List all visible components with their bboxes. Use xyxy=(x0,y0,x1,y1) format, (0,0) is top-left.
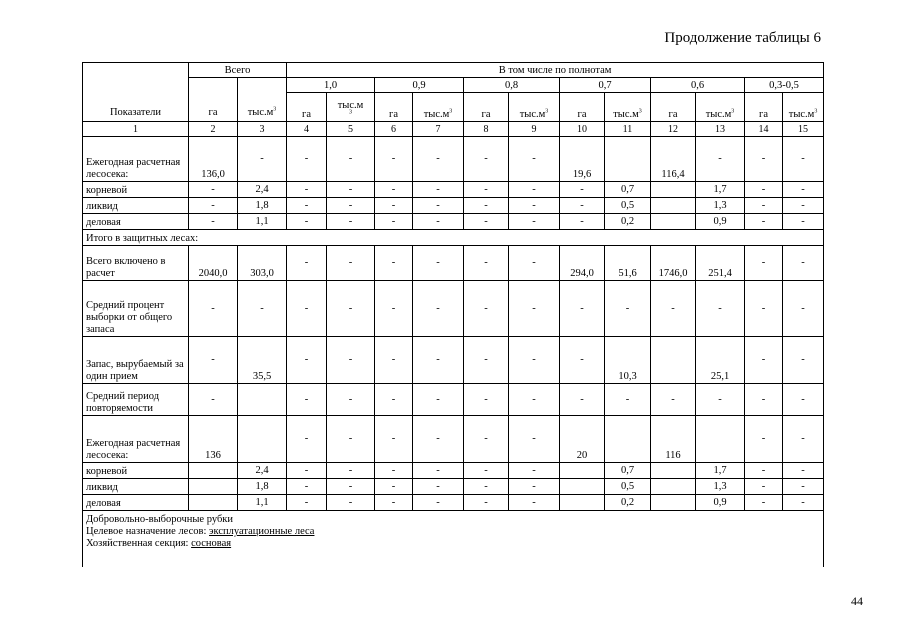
table-cell: - xyxy=(783,198,824,214)
table-cell: - xyxy=(696,384,745,416)
table-cell: - xyxy=(413,479,464,495)
table-cell: 1,3 xyxy=(696,198,745,214)
table-cell: - xyxy=(287,416,327,463)
table-cell: - xyxy=(327,337,375,384)
table-cell: - xyxy=(509,416,560,463)
table-cell: - xyxy=(375,463,413,479)
table-cell: - xyxy=(375,214,413,230)
table-cell: - xyxy=(287,463,327,479)
table-cell: 116,4 xyxy=(651,137,696,182)
table-cell: 1,7 xyxy=(696,463,745,479)
table-cell: - xyxy=(651,281,696,337)
table-cell: - xyxy=(783,495,824,511)
table-cell: 2,4 xyxy=(238,182,287,198)
table-cell: - xyxy=(189,337,238,384)
table-cell: - xyxy=(464,214,509,230)
table-cell: - xyxy=(327,182,375,198)
table-cell: - xyxy=(464,337,509,384)
table-cell: - xyxy=(287,495,327,511)
table-row xyxy=(83,479,824,495)
table-cell: 2,4 xyxy=(238,463,287,479)
col-index: 6 xyxy=(375,122,413,137)
row-label: корневой xyxy=(83,463,189,479)
table-cell: - xyxy=(189,198,238,214)
table-cell: - xyxy=(189,384,238,416)
table-body-group-2 xyxy=(83,246,824,511)
table-cell: - xyxy=(783,416,824,463)
table-cell: - xyxy=(413,384,464,416)
section-value: сосновая xyxy=(191,538,232,549)
table-cell: 136,0 xyxy=(189,137,238,182)
table-cell xyxy=(238,384,287,416)
table-cell: - xyxy=(560,214,605,230)
table-cell: - xyxy=(464,246,509,281)
table-cell: - xyxy=(560,337,605,384)
footer-line-1: Добровольно-выборочные рубки xyxy=(86,514,234,525)
table-cell: - xyxy=(413,495,464,511)
col-index: 13 xyxy=(696,122,745,137)
table-cell: - xyxy=(509,384,560,416)
table-cell: - xyxy=(189,214,238,230)
table-cell: - xyxy=(287,182,327,198)
table-cell: - xyxy=(509,463,560,479)
table-row xyxy=(83,463,824,479)
row-label: корневой xyxy=(83,182,189,198)
table-cell: - xyxy=(464,281,509,337)
row-label: Средний период повторяемости xyxy=(83,384,189,416)
table-body-group-1 xyxy=(83,137,824,230)
header-m3: $тыс.м^3$ xyxy=(783,93,824,122)
table-cell: - xyxy=(287,198,327,214)
table-cell: - xyxy=(375,137,413,182)
table-cell: 136 xyxy=(189,416,238,463)
table-cell: 303,0 xyxy=(238,246,287,281)
density-0-9: 0,9 xyxy=(375,78,464,93)
footer-line-3: Хозяйственная секция: сосновая xyxy=(86,538,232,549)
table-cell: - xyxy=(509,479,560,495)
page-title: Продолжение таблицы 6 xyxy=(664,30,821,46)
table-cell: - xyxy=(287,479,327,495)
table-cell: - xyxy=(745,384,783,416)
density-0-8: 0,8 xyxy=(464,78,560,93)
header-row-1 xyxy=(83,63,824,78)
table-cell: - xyxy=(745,214,783,230)
header-ha: га xyxy=(287,93,327,122)
table-cell: - xyxy=(413,463,464,479)
table-cell: 116 xyxy=(651,416,696,463)
table-cell: - xyxy=(238,281,287,337)
table-cell: - xyxy=(464,479,509,495)
table-cell xyxy=(238,416,287,463)
table-cell: - xyxy=(745,182,783,198)
table-cell: - xyxy=(327,416,375,463)
col-index: 8 xyxy=(464,122,509,137)
header-m3: $тыс.м^3$ xyxy=(696,93,745,122)
table-cell xyxy=(651,198,696,214)
table-cell: 294,0 xyxy=(560,246,605,281)
table-cell: - xyxy=(413,337,464,384)
table-cell: 35,5 xyxy=(238,337,287,384)
table-cell xyxy=(651,182,696,198)
table-cell xyxy=(560,463,605,479)
table-cell: - xyxy=(509,337,560,384)
table-cell: - xyxy=(287,246,327,281)
table-cell: - xyxy=(783,281,824,337)
table-cell: - xyxy=(605,384,651,416)
table-cell: - xyxy=(509,246,560,281)
table-cell: - xyxy=(745,463,783,479)
table-cell: - xyxy=(783,337,824,384)
table-cell: 51,6 xyxy=(605,246,651,281)
table-cell: - xyxy=(745,337,783,384)
table-cell: 20 xyxy=(560,416,605,463)
table-cell xyxy=(605,416,651,463)
table-cell: 1,3 xyxy=(696,479,745,495)
col-index: 11 xyxy=(605,122,651,137)
table-cell: - xyxy=(696,281,745,337)
col-index: 12 xyxy=(651,122,696,137)
table-cell: - xyxy=(413,281,464,337)
col-index: 15 xyxy=(783,122,824,137)
table-cell: - xyxy=(464,182,509,198)
col-index: 2 xyxy=(189,122,238,137)
table-cell xyxy=(651,479,696,495)
table-cell: - xyxy=(464,384,509,416)
table-cell: - xyxy=(327,137,375,182)
table-cell: - xyxy=(238,137,287,182)
table-cell: - xyxy=(509,214,560,230)
table-cell: - xyxy=(413,198,464,214)
table-cell: 0,2 xyxy=(605,495,651,511)
table-cell: - xyxy=(413,137,464,182)
table-cell: 0,7 xyxy=(605,182,651,198)
table-cell: - xyxy=(783,246,824,281)
table-cell: - xyxy=(464,463,509,479)
density-0-3-0-5: 0,3-0,5 xyxy=(745,78,824,93)
table-row xyxy=(83,337,824,384)
table-cell: - xyxy=(287,281,327,337)
table-cell: - xyxy=(745,479,783,495)
table-cell: - xyxy=(605,281,651,337)
table-cell xyxy=(605,137,651,182)
table-cell: - xyxy=(413,182,464,198)
column-index-row xyxy=(83,122,824,137)
row-label: Ежегодная расчетная лесосека: xyxy=(83,416,189,463)
table-cell: - xyxy=(560,182,605,198)
table-cell: 0,2 xyxy=(605,214,651,230)
row-label: Всего включено в расчет xyxy=(83,246,189,281)
table-cell: 1,1 xyxy=(238,214,287,230)
table-row xyxy=(83,198,824,214)
col-index: 9 xyxy=(509,122,560,137)
row-label: Запас, вырубаемый за один прием xyxy=(83,337,189,384)
table-cell xyxy=(651,337,696,384)
col-index: 10 xyxy=(560,122,605,137)
row-label: ликвид xyxy=(83,198,189,214)
header-m3: $тыс.м^3$ xyxy=(509,93,560,122)
section-row xyxy=(83,230,824,246)
table-cell: - xyxy=(375,281,413,337)
table-cell: - xyxy=(783,214,824,230)
header-ha: га xyxy=(464,93,509,122)
header-indicators: Показатели xyxy=(83,63,189,122)
table-row xyxy=(83,246,824,281)
table-cell: - xyxy=(327,246,375,281)
table-cell xyxy=(560,495,605,511)
table-cell: - xyxy=(464,137,509,182)
table-cell: - xyxy=(560,281,605,337)
table-cell: - xyxy=(745,495,783,511)
header-m3: $тыс.м^3$ xyxy=(605,93,651,122)
table-row xyxy=(83,281,824,337)
header-m3: тыс.м $^3$ xyxy=(327,93,375,122)
table-cell: 1,1 xyxy=(238,495,287,511)
table-cell: - xyxy=(375,416,413,463)
header-ha: га xyxy=(651,93,696,122)
density-0-6: 0,6 xyxy=(651,78,745,93)
table-cell: - xyxy=(745,198,783,214)
table-cell: 0,5 xyxy=(605,198,651,214)
col-index: 7 xyxy=(413,122,464,137)
table-row xyxy=(83,416,824,463)
col-index: 5 xyxy=(327,122,375,137)
table-cell: 0,5 xyxy=(605,479,651,495)
table-cell: 1,8 xyxy=(238,198,287,214)
table-cell xyxy=(189,495,238,511)
table-cell: 0,7 xyxy=(605,463,651,479)
row-label: Ежегодная расчетная лесосека: xyxy=(83,137,189,182)
table-cell: - xyxy=(745,246,783,281)
header-ha: га xyxy=(375,93,413,122)
table-cell: - xyxy=(189,182,238,198)
page-number: 44 xyxy=(851,594,863,608)
table-cell: - xyxy=(375,198,413,214)
table-cell: - xyxy=(327,384,375,416)
table-cell: - xyxy=(375,246,413,281)
header-total-ha: га xyxy=(189,78,238,122)
table-cell: - xyxy=(560,198,605,214)
table-cell: - xyxy=(783,384,824,416)
table-cell: - xyxy=(327,281,375,337)
col-index: 4 xyxy=(287,122,327,137)
table-cell: - xyxy=(375,384,413,416)
table-cell: - xyxy=(745,281,783,337)
footer-row xyxy=(83,511,824,567)
table-cell: 2040,0 xyxy=(189,246,238,281)
header-m3: $тыс.м^3$ xyxy=(413,93,464,122)
table-cell: - xyxy=(464,495,509,511)
row-label: деловая xyxy=(83,495,189,511)
table-cell: - xyxy=(509,198,560,214)
table-cell: 0,9 xyxy=(696,495,745,511)
table-cell: - xyxy=(327,495,375,511)
row-label: Средний процент выборки от общего запаса xyxy=(83,281,189,337)
table-cell: - xyxy=(509,182,560,198)
table-cell: - xyxy=(783,463,824,479)
table-cell: - xyxy=(509,495,560,511)
table-cell: - xyxy=(464,198,509,214)
table-cell: 25,1 xyxy=(696,337,745,384)
header-total-m3: $тыс.м^3$ xyxy=(238,78,287,122)
header-including: В том числе по полнотам xyxy=(287,63,824,78)
density-1-0: 1,0 xyxy=(287,78,375,93)
table-cell: 0,9 xyxy=(696,214,745,230)
table-cell: - xyxy=(783,479,824,495)
table-cell: - xyxy=(509,137,560,182)
table-cell: - xyxy=(287,384,327,416)
table-cell: - xyxy=(745,137,783,182)
col-index: 1 xyxy=(83,122,189,137)
table-cell xyxy=(189,463,238,479)
density-0-7: 0,7 xyxy=(560,78,651,93)
table-cell: - xyxy=(413,246,464,281)
table-cell: - xyxy=(696,137,745,182)
table-cell: 251,4 xyxy=(696,246,745,281)
table-cell: - xyxy=(287,337,327,384)
purpose-value: эксплуатационные леса xyxy=(209,526,315,537)
row-label: деловая xyxy=(83,214,189,230)
forest-table xyxy=(82,62,824,567)
footer-line-2: Целевое назначение лесов: эксплуатационные леса xyxy=(86,526,315,537)
row-label: ликвид xyxy=(83,479,189,495)
header-row-2 xyxy=(83,78,824,93)
table-cell: - xyxy=(375,479,413,495)
table-cell: - xyxy=(287,137,327,182)
table-cell: - xyxy=(651,384,696,416)
table-cell xyxy=(696,416,745,463)
col-index: 14 xyxy=(745,122,783,137)
table-cell xyxy=(560,479,605,495)
table-cell: - xyxy=(509,281,560,337)
table-cell xyxy=(651,463,696,479)
table-cell: - xyxy=(287,214,327,230)
table-cell: - xyxy=(375,495,413,511)
table-cell: - xyxy=(413,214,464,230)
table-cell: - xyxy=(375,182,413,198)
table-cell: 1,8 xyxy=(238,479,287,495)
col-index: 3 xyxy=(238,122,287,137)
table-row xyxy=(83,495,824,511)
table-row xyxy=(83,384,824,416)
table-cell xyxy=(651,214,696,230)
header-ha: га xyxy=(560,93,605,122)
table-cell xyxy=(651,495,696,511)
table-cell xyxy=(189,479,238,495)
table-cell: - xyxy=(327,463,375,479)
table-cell: - xyxy=(745,416,783,463)
table-row xyxy=(83,214,824,230)
table-row xyxy=(83,182,824,198)
table-cell: - xyxy=(783,182,824,198)
table-cell: - xyxy=(327,198,375,214)
table-cell: - xyxy=(327,214,375,230)
section-title: Итого в защитных лесах: xyxy=(83,230,824,246)
table-cell: 19,6 xyxy=(560,137,605,182)
table-cell: 1746,0 xyxy=(651,246,696,281)
table-row xyxy=(83,137,824,182)
table-cell: - xyxy=(464,416,509,463)
table-cell: - xyxy=(560,384,605,416)
header-ha: га xyxy=(745,93,783,122)
table-cell: - xyxy=(375,337,413,384)
table-cell: - xyxy=(327,479,375,495)
footer-notes xyxy=(83,511,824,567)
table-cell: 10,3 xyxy=(605,337,651,384)
table-cell: - xyxy=(413,416,464,463)
table-cell: - xyxy=(189,281,238,337)
header-total: Всего xyxy=(189,63,287,78)
table-cell: - xyxy=(783,137,824,182)
table-cell: 1,7 xyxy=(696,182,745,198)
